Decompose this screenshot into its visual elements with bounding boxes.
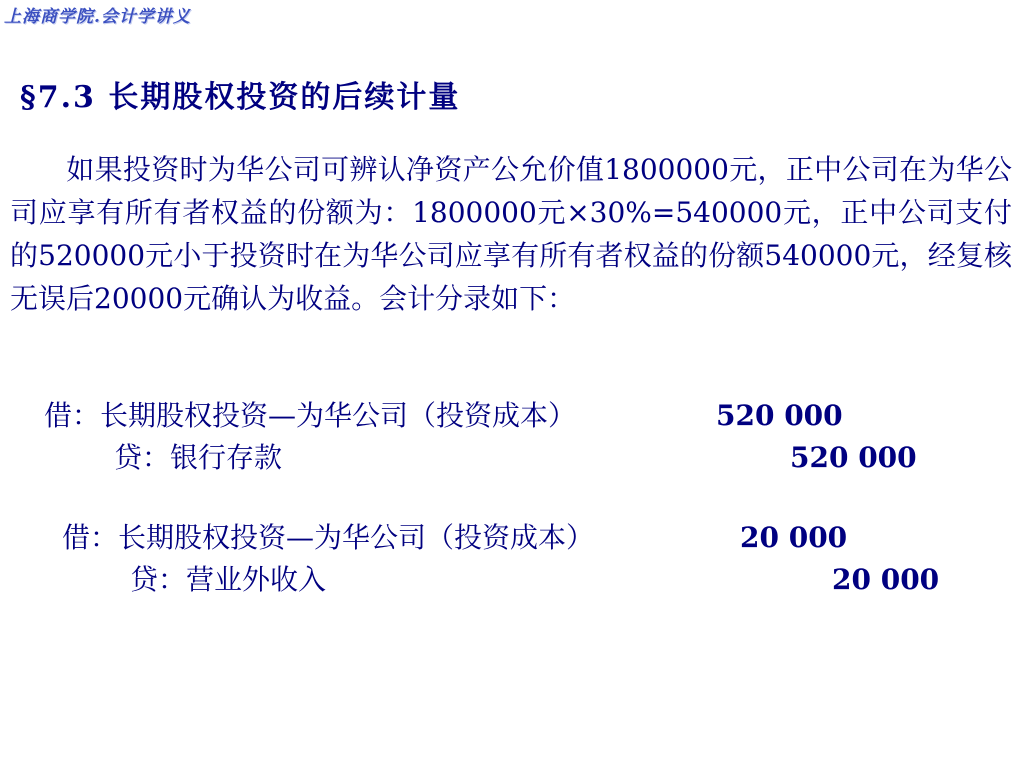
entry-2-credit-amount: 20 000: [832, 563, 940, 596]
entry-1-debit-amount: 520 000: [716, 399, 843, 432]
entry-2-credit-label: 贷：营业外收入: [130, 563, 327, 596]
entry-2-debit-label: 借：长期股权投资—为华公司（投资成本）: [62, 521, 595, 554]
explanation-paragraph: [10, 148, 1012, 320]
entry-1-debit-label: 借：长期股权投资—为华公司（投资成本）: [44, 399, 577, 432]
explanation-text: 如果投资时为华公司可辨认净资产公允价值1800000元，正中公司在为华公司应享有所有者权益的份额为：1800000元×30%=540000元，正中公司支付的520000元小于投资时在为华公司应享有所有者权益的份额540000元，经复核无误后20000元确认为收益。会计分录如下：: [10, 153, 1012, 315]
entry-1-credit-label: 贷：银行存款: [114, 441, 283, 474]
course-brand-header: 上海商学院.会计学讲义: [4, 7, 191, 27]
slide-title: §7.3 长期股权投资的后续计量: [20, 80, 461, 115]
entry-2-debit-amount: 20 000: [740, 521, 848, 554]
entry-1-credit-amount: 520 000: [790, 441, 917, 474]
